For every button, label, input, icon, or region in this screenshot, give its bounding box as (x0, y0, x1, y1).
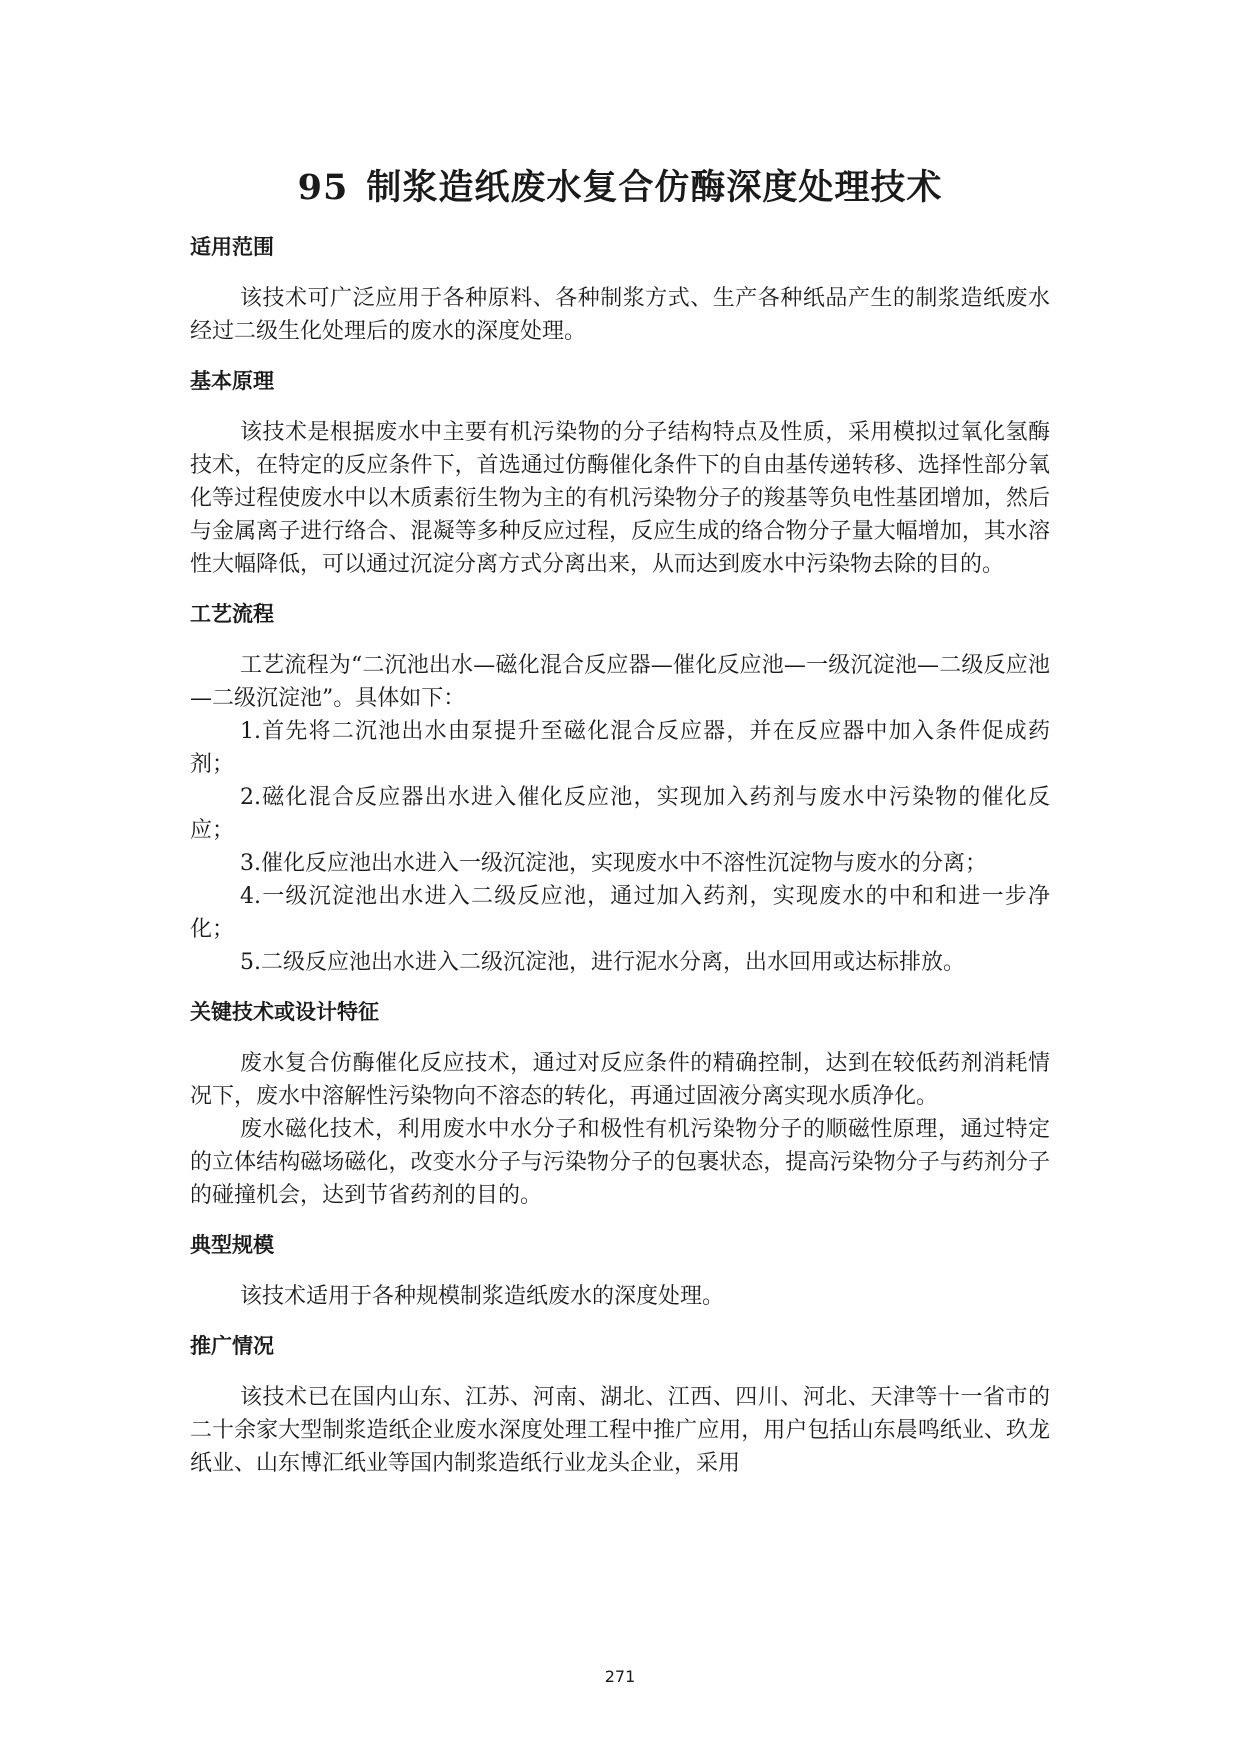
promotion-paragraph: 该技术已在国内山东、江苏、河南、湖北、江西、四川、河北、天津等十一省市的二十余家大型制浆造纸企业废水深度处理工程中推广应用，用户包括山东晨鸣纸业、玖龙纸业、山东博汇纸业等国内制浆造纸行业龙头企业，采用 (190, 1385, 1050, 1476)
scale-paragraph: 该技术适用于各种规模制浆造纸废水的深度处理。 (240, 1284, 725, 1309)
process-step-5: 5.二级反应池出水进入二级沉淀池，进行泥水分离，出水回用或达标排放。 (240, 950, 965, 975)
section-heading-promotion: 推广情况 (190, 1334, 274, 1358)
section-heading-scale: 典型规模 (190, 1233, 274, 1257)
section-heading-scope: 适用范围 (190, 235, 274, 259)
scope-paragraph: 该技术可广泛应用于各种原料、各种制浆方式、生产各种纸品产生的制浆造纸废水经过二级生化处理后的废水的深度处理。 (190, 286, 1050, 344)
key-features-paragraph-2: 废水磁化技术，利用废水中水分子和极性有机污染物分子的顺磁性原理，通过特定的立体结构磁场磁化，改变水分子与污染物分子的包裹状态，提高污染物分子与药剂分子的碰撞机会，达到节省药剂的目的。 (190, 1117, 1050, 1208)
process-step-3: 3.催化反应池出水进入一级沉淀池，实现废水中不溶性沉淀物与废水的分离； (240, 851, 987, 876)
section-heading-process: 工艺流程 (190, 602, 274, 626)
process-step-1: 1.首先将二沉池出水由泵提升至磁化混合反应器，并在反应器中加入条件促成药剂； (190, 719, 1050, 777)
process-step-4: 4.一级沉淀池出水进入二级反应池，通过加入药剂，实现废水的中和和进一步净化； (190, 884, 1050, 942)
section-heading-principle: 基本原理 (190, 369, 274, 393)
key-features-paragraph-1: 废水复合仿酶催化反应技术，通过对反应条件的精确控制，达到在较低药剂消耗情况下，废水中溶解性污染物向不溶态的转化，再通过固液分离实现水质净化。 (190, 1051, 1050, 1109)
section-heading-key-features: 关键技术或设计特征 (190, 1000, 379, 1024)
title-number: 95 (297, 167, 349, 208)
title-text: 制浆造纸废水复合仿酶深度处理技术 (366, 167, 943, 208)
process-step-2: 2.磁化混合反应器出水进入催化反应池，实现加入药剂与废水中污染物的催化反应； (190, 785, 1050, 843)
principle-paragraph: 该技术是根据废水中主要有机污染物的分子结构特点及性质，采用模拟过氧化氢酶技术，在特定的反应条件下，首选通过仿酶催化条件下的自由基传递转移、选择性部分氧化等过程使废水中以木质素衍生物为主的有机污染物分子的羧基等负电性基团增加，然后与金属离子进行络合、混凝等多种反应过程，反应生成的络合物分子量大幅增加，其水溶性大幅降低，可以通过沉淀分离方式分离出来，从而达到废水中污染物去除的目的。 (190, 420, 1050, 577)
document-body (190, 232, 1050, 1480)
page-title (180, 160, 1060, 210)
process-intro-paragraph: 工艺流程为“二沉池出水—磁化混合反应器—催化反应池—一级沉淀池—二级反应池—二级沉淀池”。具体如下： (190, 653, 1050, 711)
page-number: 271 (604, 1667, 636, 1686)
